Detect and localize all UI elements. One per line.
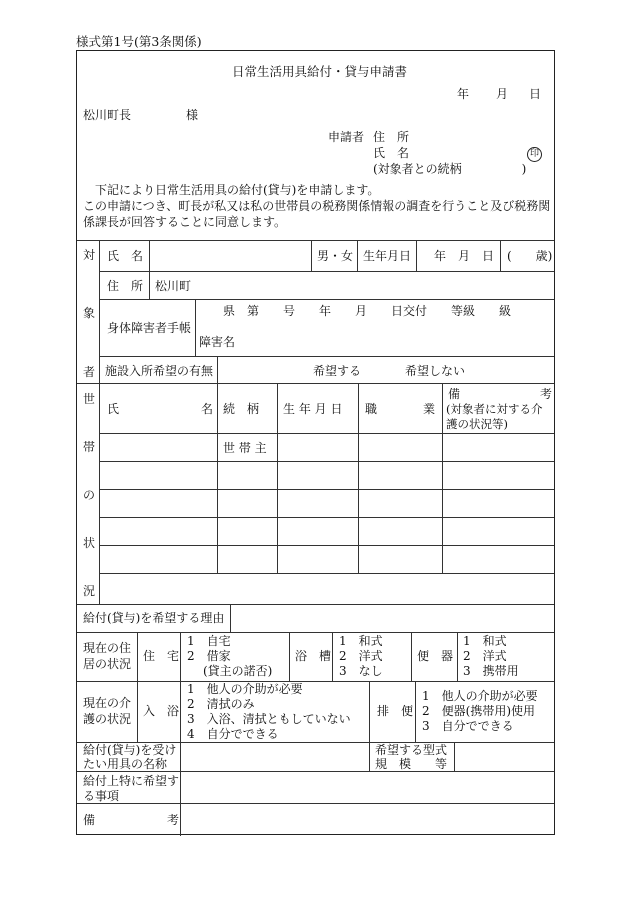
disability-label: 障害名 [199,335,236,349]
equipment-label-1: 給付(貸与)を受け [83,743,177,757]
housing-option-1[interactable]: 1 自宅 [187,634,231,648]
applicant-relation: (対象者との続柄 ) [373,162,527,176]
household-side-2: 帯 [83,440,96,454]
gender-label: 男・女 [317,249,354,263]
head-of-household-label: 世 帯 主 [223,441,267,455]
residence-label-1: 現在の住 [83,641,132,655]
residence-label-2: 居の状況 [83,657,132,671]
facility-label: 施設入所希望の有無 [105,364,214,378]
toilet-option-3[interactable]: 3 携帯用 [463,664,519,678]
housing-option-2[interactable]: 2 借家 [187,649,231,663]
household-header-remarks-2: 考 [540,387,553,401]
toilet-option-2[interactable]: 2 洋式 [463,649,507,663]
bathing-option-4[interactable]: 4 自分でできる [187,727,279,741]
excretion-option-3[interactable]: 3 自分でできる [422,719,514,733]
bath-option-3[interactable]: 3 なし [339,664,383,678]
household-header-relation: 続 柄 [223,402,260,416]
reason-label: 給付(貸与)を希望する理由 [83,611,225,625]
date-month: 月 [496,87,509,101]
statement-line-3: 係課長が回答することに同意します。 [83,215,287,229]
household-header-name-1: 氏 [107,402,120,416]
household-header-birth: 生 年 月 日 [283,402,343,416]
bath-option-2[interactable]: 2 洋式 [339,649,383,663]
seal-mark: 印 [527,146,542,162]
birth-label: 生年月日 [363,249,412,263]
statement-line-1: 下記により日常生活用具の給付(貸与)を申請します。 [95,183,380,197]
care-label-2: 護の状況 [83,712,132,726]
subject-side-1: 対 [83,248,96,262]
housing-label: 住 宅 [143,649,180,663]
age-field: ( 歳) [507,249,553,263]
model-label-1: 希望する型式 [375,743,448,757]
applicant-label: 申請者 [328,130,365,144]
subject-side-3: 者 [83,365,96,379]
form-number: 様式第1号(第3条関係) [76,34,202,49]
household-side-1: 世 [83,392,96,406]
excretion-option-2[interactable]: 2 便器(携帯用)使用 [422,704,535,718]
applicant-address-label: 住 所 [373,130,410,144]
household-header-remarks-1: 備 [448,387,461,401]
toilet-label: 便 器 [417,649,454,663]
applicant-name-label: 氏 名 [373,146,410,160]
date-day: 日 [529,87,542,101]
special-label-1: 給付上特に希望す [83,774,180,788]
care-label-1: 現在の介 [83,696,132,710]
subject-address-value: 松川町 [155,279,192,293]
date-year: 年 [457,87,470,101]
household-side-4: 状 [83,536,96,550]
bath-label: 浴 槽 [295,649,332,663]
handbook-line: 県 第 号 年 月 日交付 等級 級 [223,304,512,318]
addressee-honorific: 様 [186,108,199,122]
bathing-label: 入 浴 [143,704,180,718]
toilet-option-1[interactable]: 1 和式 [463,634,507,648]
handbook-label: 身体障害者手帳 [107,321,192,335]
bath-option-1[interactable]: 1 和式 [339,634,383,648]
household-header-remarks-sub-1: (対象者に対する介 [446,402,543,416]
subject-side-2: 象 [83,306,96,320]
household-header-name-2: 名 [201,402,214,416]
subject-address-label: 住 所 [107,279,144,293]
form-frame [76,50,555,835]
subject-name-label: 氏 名 [107,249,144,263]
household-header-remarks-sub-2: 護の状況等) [446,417,508,431]
bathing-option-1[interactable]: 1 他人の介助が必要 [187,682,303,696]
facility-yes[interactable]: 希望する [313,364,362,378]
household-header-job-1: 職 [365,402,378,416]
equipment-label-2: たい用具の名称 [83,757,168,771]
bathing-option-2[interactable]: 2 清拭のみ [187,697,255,711]
housing-landlord-note: (貸主の諾否) [203,664,273,678]
addressee-name: 松川町長 [83,108,132,122]
special-label-2: る事項 [83,789,120,803]
model-label-2: 規 模 等 [375,757,448,771]
household-header-job-2: 業 [423,402,436,416]
excretion-label: 排 便 [377,704,414,718]
facility-no[interactable]: 希望しない [405,364,466,378]
birth-value: 年 月 日 [434,249,495,263]
remarks-label-2: 考 [167,813,180,827]
bathing-option-3[interactable]: 3 入浴、清拭ともしていない [187,712,351,726]
remarks-label-1: 備 [83,813,96,827]
statement-line-2: この申請につき、町長が私又は私の世帯員の税務関係情報の調査を行うこと及び税務関 [83,199,551,213]
household-side-5: 況 [83,584,96,598]
household-side-3: の [83,488,96,502]
excretion-option-1[interactable]: 1 他人の介助が必要 [422,689,538,703]
form-title: 日常生活用具給付・貸与申請書 [232,64,408,79]
